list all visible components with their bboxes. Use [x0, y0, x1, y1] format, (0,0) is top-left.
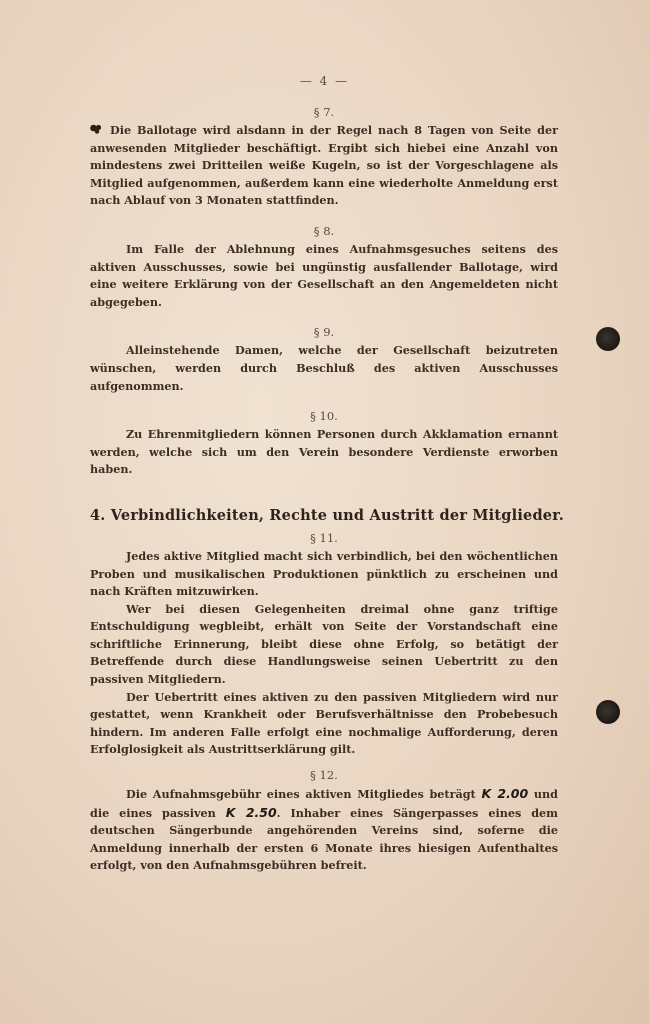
section-text: Jedes aktive Mitglied macht sich verbindlich, bei den wöchentlichen Proben und musikalischen Produktionen pünktlich zu erscheinen und nach Kräften mitzuwirken. — [90, 548, 558, 599]
section-text: Alleinstehende Damen, welche der Gesellschaft beizutreten wünschen, werden durch Beschluß des aktiven Ausschusses aufgenommen. — [90, 343, 558, 393]
section-title: § 10. — [310, 409, 338, 424]
section-12-text-b: und die eines passiven — [90, 787, 558, 820]
section-9 — [90, 324, 558, 395]
section-title: § 12. — [310, 768, 338, 783]
fee-passive-handwritten: K 2.50 — [225, 804, 277, 820]
section-11 — [90, 530, 558, 759]
page-content — [90, 104, 564, 875]
ink-blot-icon — [90, 124, 102, 135]
section-10 — [90, 408, 558, 479]
chapter-heading: 4. Verbindlichkeiten, Rechte und Austritt der Mitglieder. — [90, 506, 564, 524]
section-title: § 8. — [313, 223, 335, 238]
section-12-text-a: Die Aufnahmsgebühr eines aktiven Mitgliedes beträgt — [126, 787, 476, 802]
section-8 — [90, 223, 558, 311]
section-12 — [90, 767, 558, 875]
punch-hole-bottom — [596, 700, 620, 724]
fee-active-handwritten: K 2.00 — [481, 786, 529, 802]
section-title: § 11. — [310, 530, 338, 545]
section-title: § 9. — [313, 325, 335, 340]
section-text: Zu Ehrenmitgliedern können Personen durch Akklamation ernannt werden, welche sich um den Verein besondere Verdienste erworben haben. — [90, 427, 558, 477]
section-text: Der Uebertritt eines aktiven zu den passiven Mitgliedern wird nur gestattet, wenn Krankheit oder Berufsverhältnisse den Probebesuch hindern. Im anderen Falle erfolgt eine nochmalige Aufforderung, deren Erfolglosigkeit als Austrittserklärung gilt. — [90, 689, 558, 757]
punch-hole-top — [596, 327, 620, 351]
section-title: § 7. — [313, 105, 335, 119]
section-text — [90, 785, 558, 875]
section-12-text-c: . Inhaber eines Sängerpasses eines dem deutschen Sängerbunde angehörenden Vereins sind, soferne die Anmeldung innerhalb der ersten 6 Monate ihres hiesigen Aufenthaltes erfolgt, von den Aufnahmsgebühren befreit. — [90, 805, 558, 873]
section-text — [90, 122, 558, 210]
page-number: — 4 — — [299, 74, 350, 88]
section-text: Im Falle der Ablehnung eines Aufnahmsgesuches seitens des aktiven Ausschusses, sowie bei ungünstig ausfallender Ballotage, wird eine weitere Erklärung von der Gesellschaft an den Angemeldeten nicht abgegeben. — [90, 241, 558, 309]
section-7-text: Die Ballotage wird alsdann in der Regel nach 8 Tagen von Seite der anwesenden Mitglieder beschäftigt. Ergibt sich hiebei eine Anzahl von mindestens zwei Dritteilen weiße Kugeln, so ist der Vorgeschlagene als Mitglied aufgenommen, außerdem kann eine wiederholte Anmeldung erst nach Ablauf von 3 Monaten stattfinden. — [90, 123, 558, 208]
section-text: Wer bei diesen Gelegenheiten dreimal ohne ganz triftige Entschuldigung wegbleibt, erhält von Seite der Vorstandschaft eine schriftliche Erinnerung, bleibt diese ohne Erfolg, so betätigt der Betreffende durch diese Handlungsweise seinen Uebertritt zu den passiven Mitgliedern. — [90, 601, 558, 687]
section-7 — [90, 104, 558, 210]
